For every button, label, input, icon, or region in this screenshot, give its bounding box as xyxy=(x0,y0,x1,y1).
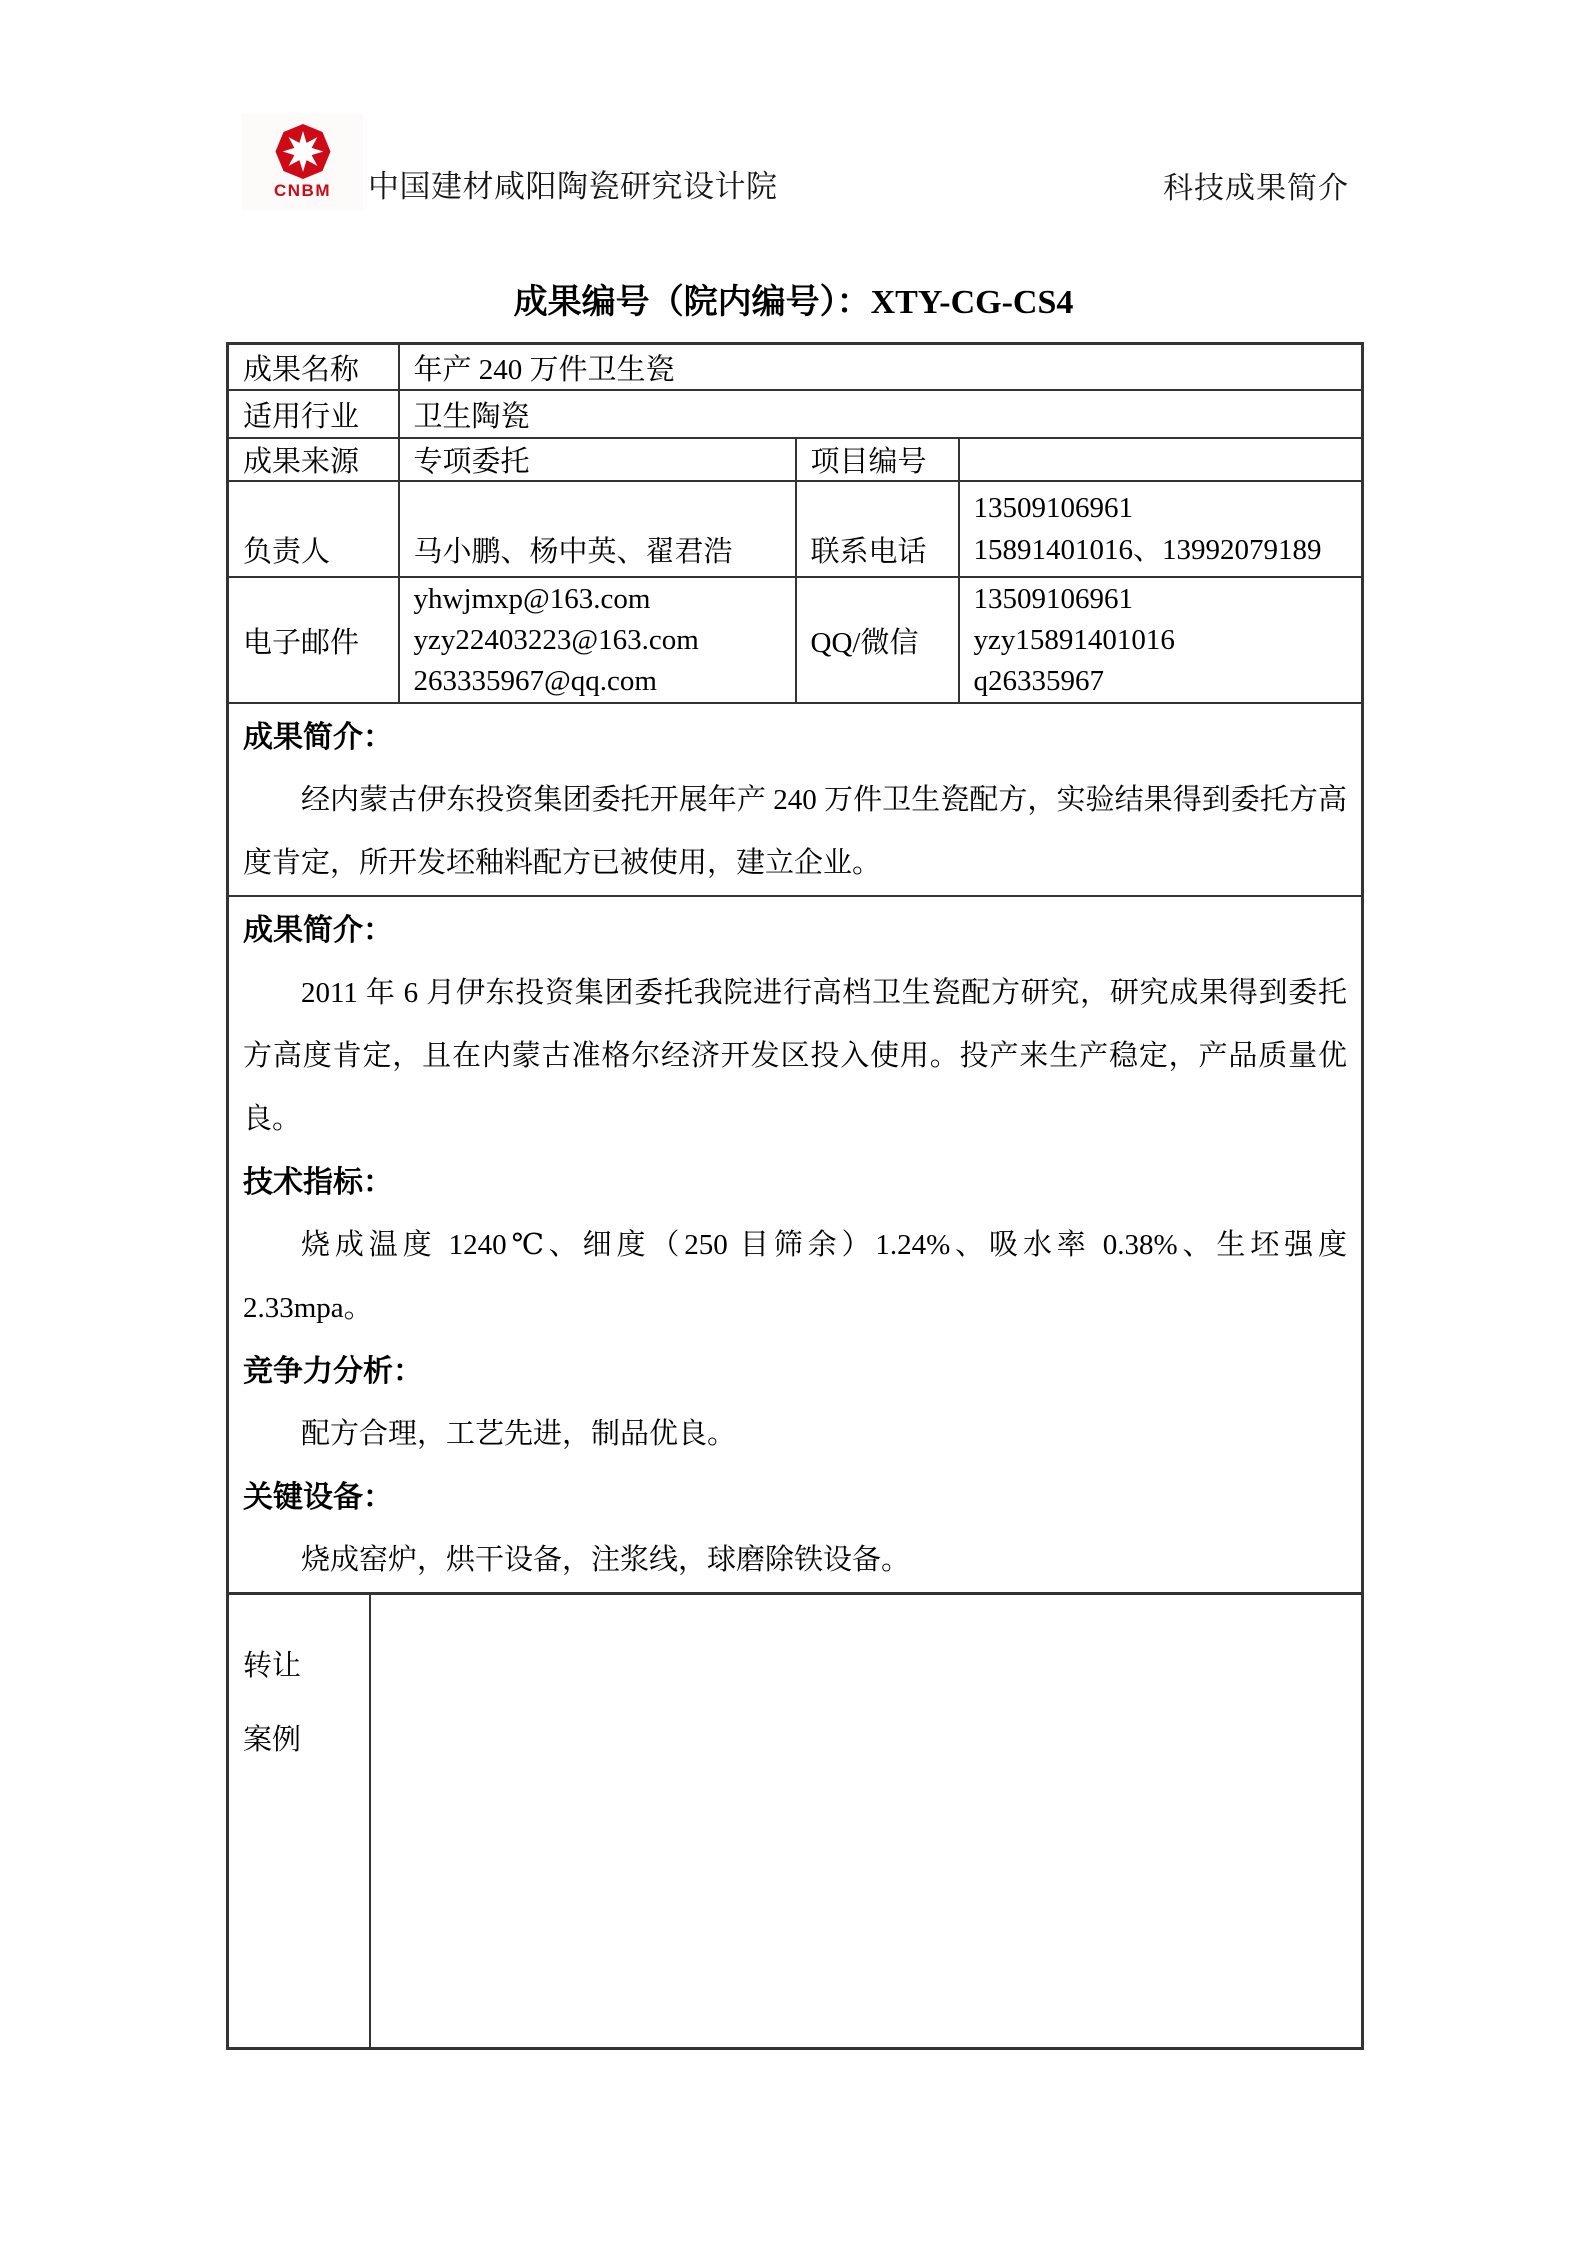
value-industry: 卫生陶瓷 xyxy=(399,390,1363,438)
value-leader: 马小鹏、杨中英、翟君浩 xyxy=(399,481,796,577)
row-leader xyxy=(228,481,1363,577)
value-email xyxy=(399,577,796,703)
value-phone xyxy=(959,481,1363,577)
row-intro-1 xyxy=(228,703,1363,896)
heading-key-equipment: 关键设备： xyxy=(243,1481,393,1514)
label-leader: 负责人 xyxy=(228,481,399,577)
label-email: 电子邮件 xyxy=(228,577,399,703)
email-line-3: 263335967@qq.com xyxy=(413,664,657,697)
email-line-1: yhwjmxp@163.com xyxy=(413,582,651,615)
row-transfer-case xyxy=(228,1594,1363,2049)
cnbm-octagon-star-icon xyxy=(275,124,331,179)
value-project-number xyxy=(959,438,1363,481)
transfer-label-line-1: 转让 xyxy=(243,1650,302,1682)
email-line-2: yzy22403223@163.com xyxy=(413,623,699,656)
value-achievement-name: 年产 240 万件卫生瓷 xyxy=(399,344,1363,391)
label-achievement-name: 成果名称 xyxy=(228,344,399,391)
cnbm-logo xyxy=(242,113,363,210)
cnbm-logo-text: CNBM xyxy=(274,181,331,200)
label-industry: 适用行业 xyxy=(228,390,399,438)
label-project-number: 项目编号 xyxy=(796,438,959,481)
heading-intro-2: 成果简介： xyxy=(243,914,393,947)
value-qq-wechat xyxy=(959,577,1363,703)
phone-line-2: 15891401016、13992079189 xyxy=(973,534,1322,566)
transfer-table xyxy=(226,1592,1364,2050)
heading-competitiveness: 竞争力分析： xyxy=(243,1355,423,1388)
info-table xyxy=(226,342,1364,1595)
qq-line-2: yzy15891401016 xyxy=(973,623,1175,656)
section-main xyxy=(228,896,1363,1594)
paragraph-intro-1: 经内蒙古伊东投资集团委托开展年产 240 万件卫生瓷配方，实验结果得到委托方高度肯定，所开发坯釉料配方已被使用，建立企业。 xyxy=(243,784,1347,879)
qq-line-3: q26335967 xyxy=(973,664,1104,697)
row-source xyxy=(228,438,1363,481)
paragraph-technical-indicators: 烧成温度 1240℃、细度（250 目筛余）1.24%、吸水率 0.38%、生坯强度 2.33mpa。 xyxy=(243,1229,1347,1324)
value-transfer-case xyxy=(370,1594,1363,2049)
section-intro-1 xyxy=(228,703,1363,896)
row-email xyxy=(228,577,1363,703)
phone-line-1: 13509106961 xyxy=(973,492,1133,524)
label-transfer-case xyxy=(228,1594,370,2049)
label-qq-wechat: QQ/微信 xyxy=(796,577,959,703)
row-achievement-name xyxy=(228,344,1363,391)
paragraph-intro-2: 2011 年 6 月伊东投资集团委托我院进行高档卫生瓷配方研究，研究成果得到委托方高度肯定，且在内蒙古准格尔经济开发区投入使用。投产来生产稳定，产品质量优良。 xyxy=(243,977,1347,1135)
label-source: 成果来源 xyxy=(228,438,399,481)
document-type-label: 科技成果简介 xyxy=(1163,172,1349,205)
heading-intro-1: 成果简介： xyxy=(243,721,393,754)
page-title: 成果编号（院内编号）：XTY-CG-CS4 xyxy=(513,284,1074,321)
organization-name: 中国建材咸阳陶瓷研究设计院 xyxy=(368,169,778,204)
heading-technical-indicators: 技术指标： xyxy=(243,1166,393,1199)
label-phone: 联系电话 xyxy=(796,481,959,577)
paragraph-key-equipment: 烧成窑炉，烘干设备，注浆线，球磨除铁设备。 xyxy=(301,1544,911,1576)
transfer-label-line-2: 案例 xyxy=(243,1724,302,1756)
paragraph-competitiveness: 配方合理，工艺先进，制品优良。 xyxy=(301,1418,737,1450)
row-main-sections xyxy=(228,896,1363,1594)
qq-line-1: 13509106961 xyxy=(973,582,1133,615)
value-source: 专项委托 xyxy=(399,438,796,481)
achievement-table xyxy=(226,342,1361,2050)
row-industry xyxy=(228,390,1363,438)
